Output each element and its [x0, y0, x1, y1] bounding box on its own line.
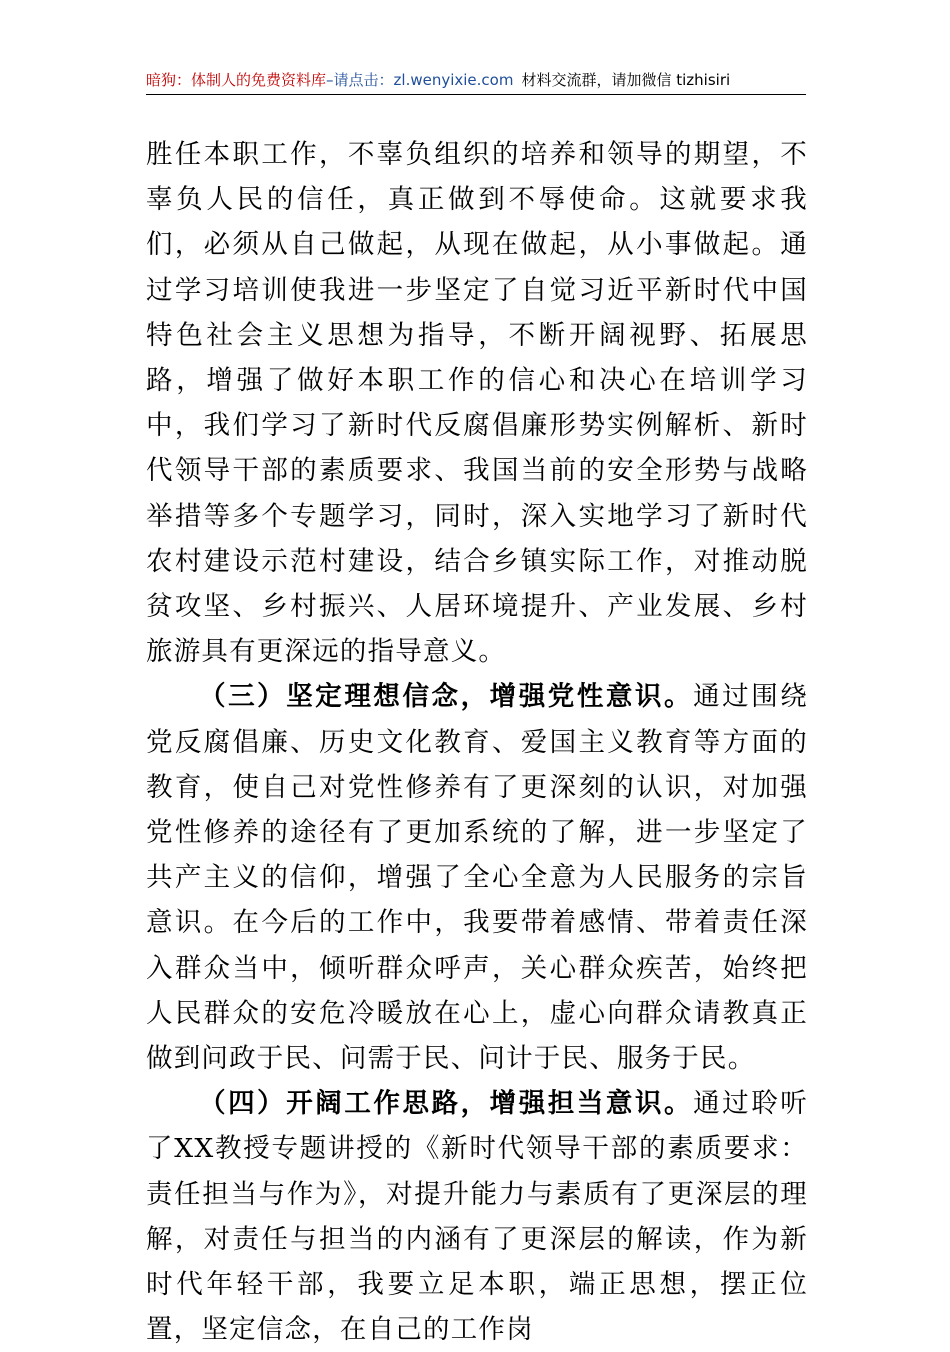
paragraph-section-four: [146, 1081, 808, 1352]
paragraph-text: 通过围绕党反腐倡廉、历史文化教育、爱国主义教育等方面的教育，使自己对党性修养有了更深刻的认识，对加强党性修养的途径有了更加系统的了解，进一步坚定了共产主义的信仰，增强了全心全意为人民服务的宗旨意识。在今后的工作中，我要带着感情、带着责任深入群众当中，倾听群众呼声，关心群众疾苦，始终把人民群众的安危冷暖放在心上，虚心向群众请教真正做到问政于民、问需于民、问计于民、服务于民。: [146, 681, 808, 1075]
section-heading: （四）开阔工作思路，增强担当意识。: [199, 1088, 694, 1120]
header-brand: 暗狗：体制人的免费资料库: [146, 71, 327, 89]
paragraph-continuation: [146, 132, 808, 674]
section-heading: （三）坚定理想信念，增强党性意识。: [199, 681, 694, 713]
header-url-link[interactable]: zl.wenyixie.com: [393, 71, 514, 89]
page-header: [146, 66, 806, 95]
paragraph-section-three: [146, 674, 808, 1081]
paragraph-text: 通过聆听了XX教授专题讲授的《新时代领导干部的素质要求：责任担当与作为》，对提升能力与素质有了更深层的理解，对责任与担当的内涵有了更深层的解读，作为新时代年轻干部，我要立足本职，端正思想，摆正位置，坚定信念，在自己的工作岗: [146, 1088, 808, 1346]
paragraph-text: 胜任本职工作，不辜负组织的培养和领导的期望，不辜负人民的信任，真正做到不辱使命。这就要求我们，必须从自己做起，从现在做起，从小事做起。通过学习培训使我进一步坚定了自觉习近平新时代中国特色社会主义思想为指导，不断开阔视野、拓展思路，增强了做好本职工作的信心和决心在培训学习中，我们学习了新时代反腐倡廉形势实例解析、新时代领导干部的素质要求、我国当前的安全形势与战略举措等多个专题学习，同时，深入实地学习了新时代农村建设示范村建设，结合乡镇实际工作，对推动脱贫攻坚、乡村振兴、人居环境提升、产业发展、乡村旅游具有更深远的指导意义。: [146, 139, 808, 668]
document-body: [146, 132, 808, 1352]
header-click-prompt: –请点击：: [326, 71, 394, 89]
header-wechat-note: 材料交流群，请加微信 tizhisiri: [521, 71, 731, 89]
